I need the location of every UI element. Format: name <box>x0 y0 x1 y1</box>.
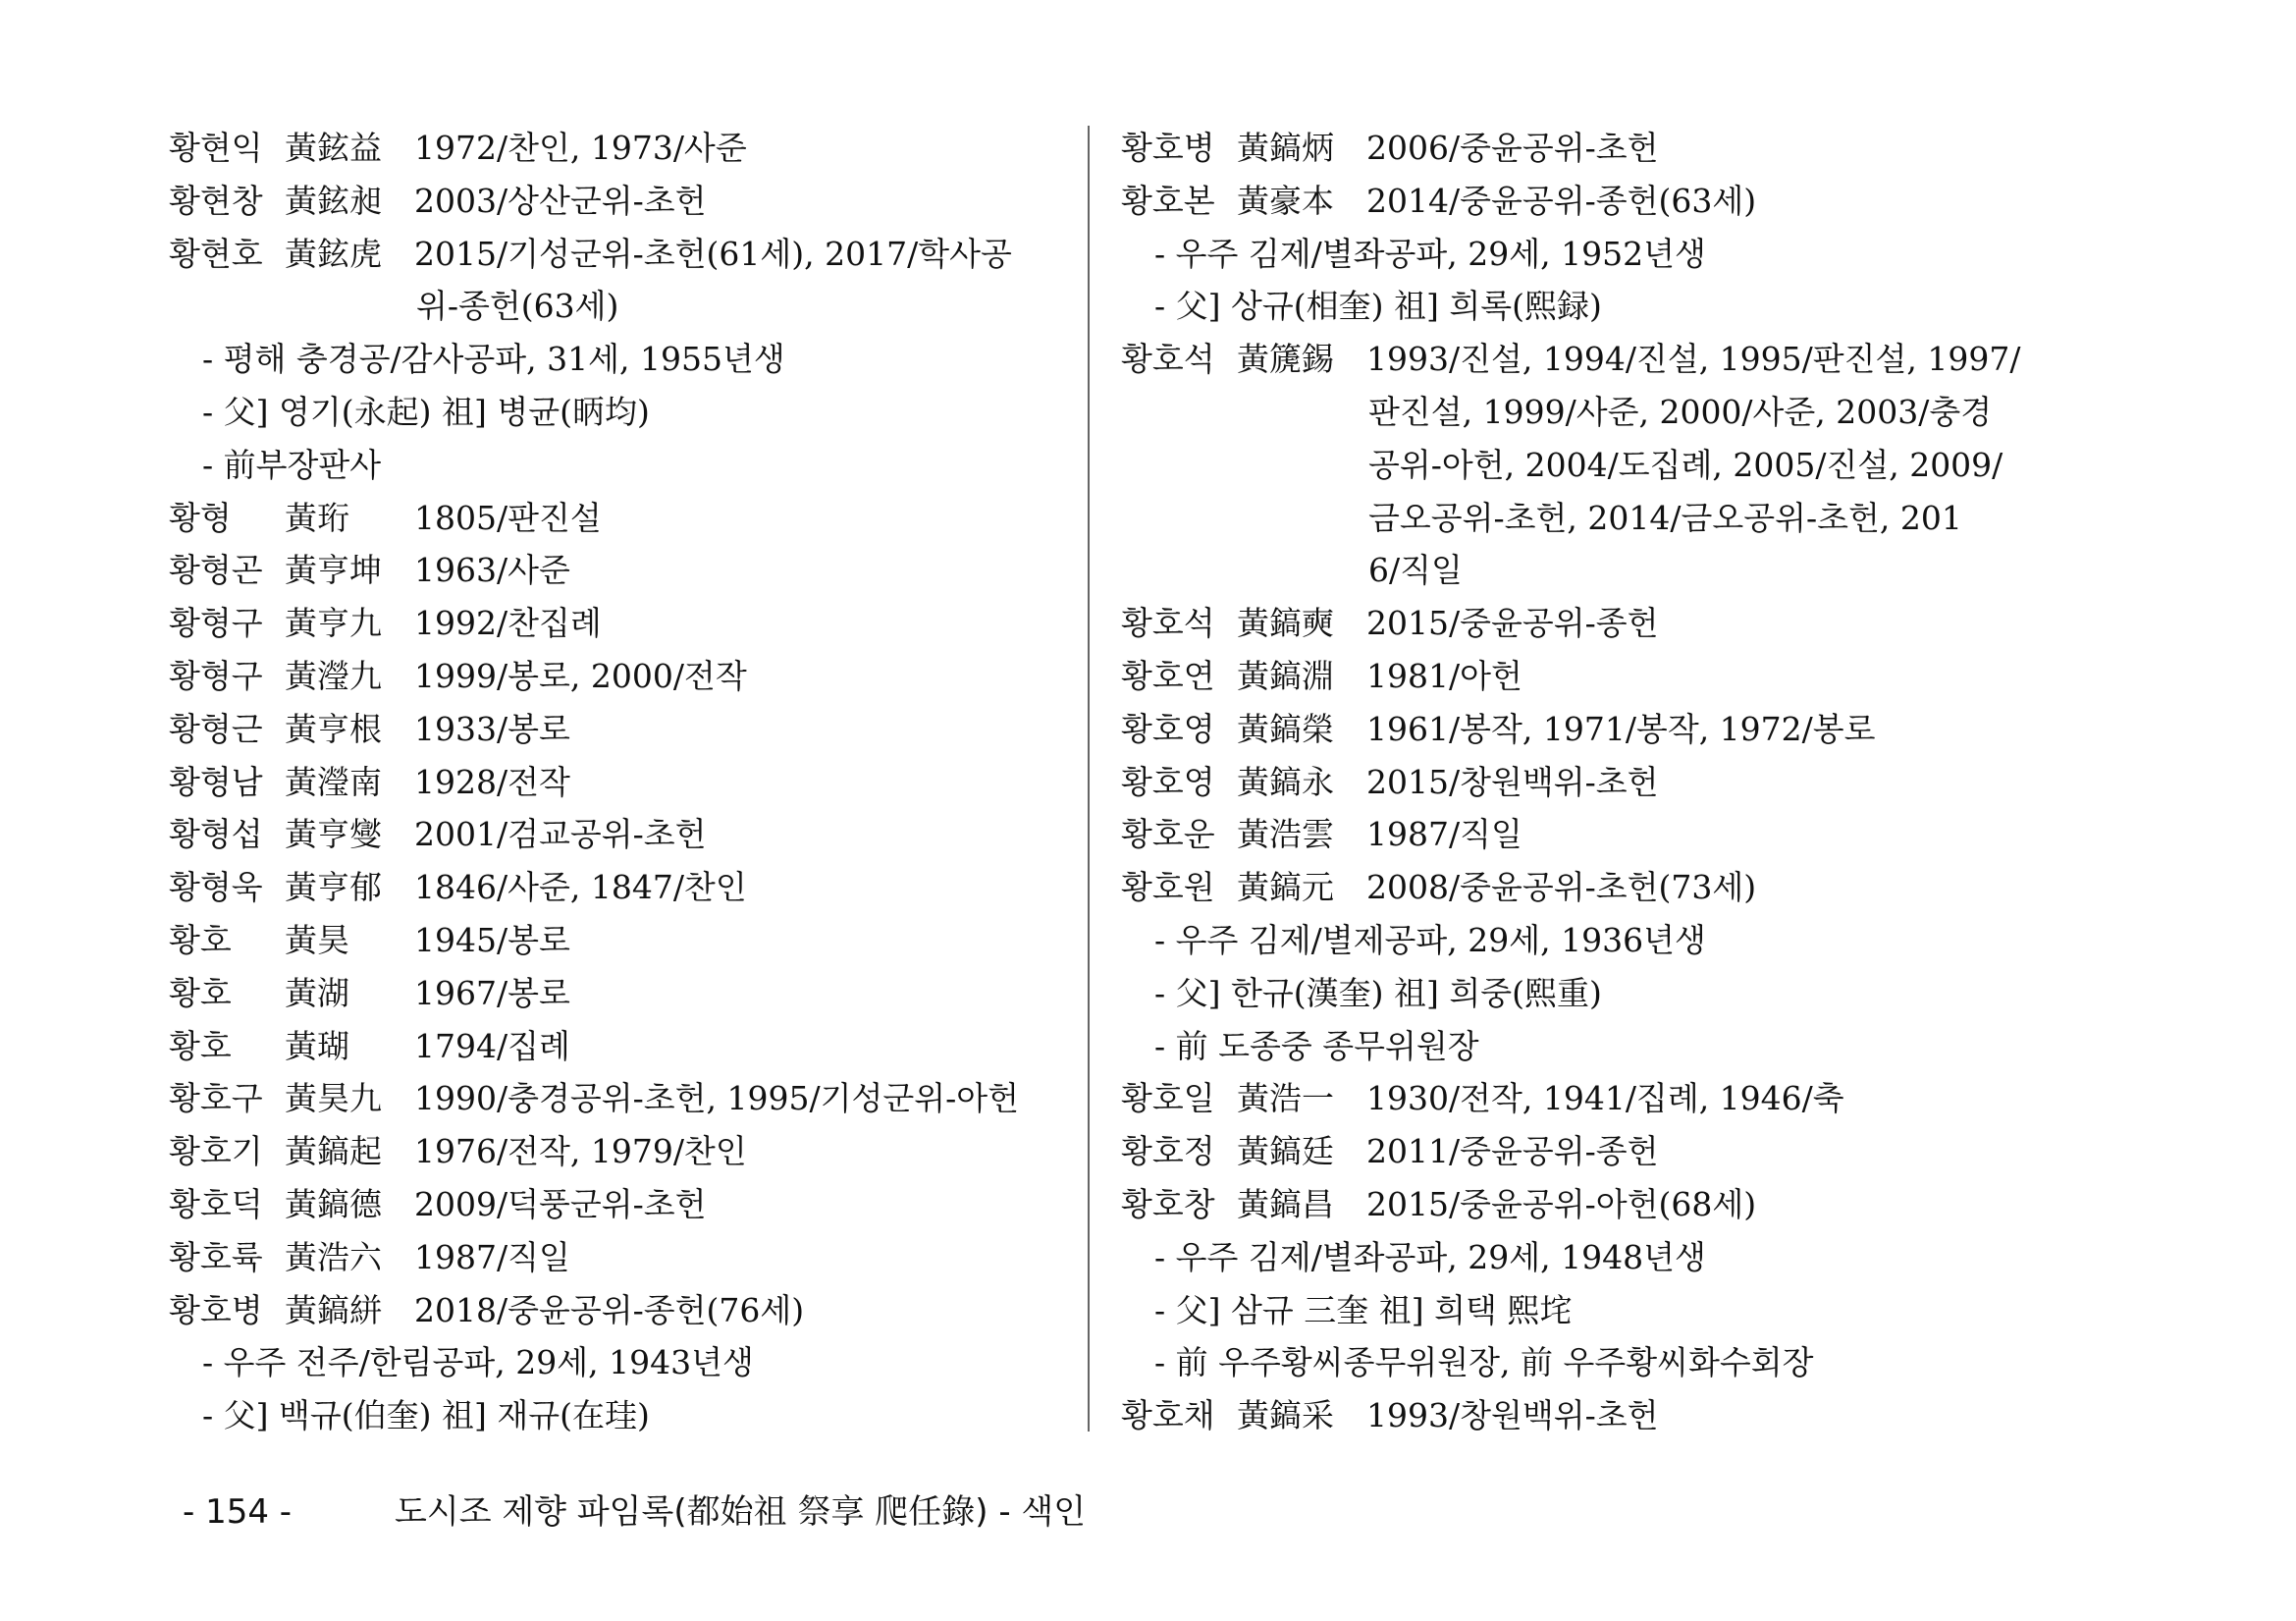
entry-detail: - 우주 전주/한림공파, 29세, 1943년생 <box>202 1343 754 1382</box>
entry-name: 황호 <box>169 920 232 959</box>
index-entry <box>1121 808 2063 861</box>
index-entry <box>1121 175 2063 228</box>
entry-name: 황호병 <box>1121 129 1215 167</box>
entry-detail: - 父] 백규(伯奎) 祖] 재규(在珪) <box>202 1396 650 1435</box>
entry-name: 황호병 <box>169 1290 263 1329</box>
entry-detail: - 평해 충경공/감사공파, 31세, 1955년생 <box>202 340 785 379</box>
entry-detail: - 父] 한규(漢奎) 祖] 희중(熙重) <box>1154 973 1602 1012</box>
entry-hanja: 黃鎬永 <box>1237 762 1334 801</box>
entry-hanja: 黃鎬起 <box>285 1132 382 1171</box>
entry-record: 1992/찬집례 <box>414 604 602 643</box>
entry-hanja: 黃瀅九 <box>285 656 382 695</box>
entry-hanja: 黃瑚 <box>285 1026 349 1065</box>
entry-continuation: 공위-아헌, 2004/도집례, 2005/진설, 2009/ <box>1368 445 2003 484</box>
entry-name: 황호영 <box>1121 709 1215 748</box>
page-footer <box>183 1485 1086 1533</box>
entry-record: 1963/사준 <box>414 551 570 590</box>
entry-continuation: 6/직일 <box>1368 551 1463 590</box>
entry-record: 1967/봉로 <box>414 973 570 1012</box>
index-entry <box>169 122 1072 175</box>
column-divider <box>1088 126 1090 1432</box>
entry-name: 황호기 <box>169 1132 263 1171</box>
left-column <box>169 122 1072 1442</box>
index-entry <box>169 597 1072 650</box>
entry-record: 1805/판진설 <box>414 498 602 537</box>
entry-record: 1993/진설, 1994/진설, 1995/판진설, 1997/ <box>1366 340 2021 379</box>
entry-record: 2011/중윤공위-종헌 <box>1366 1132 1659 1171</box>
entry-record: 2015/중윤공위-아헌(68세) <box>1366 1184 1757 1223</box>
entry-detail: - 우주 김제/별좌공파, 29세, 1948년생 <box>1154 1237 1706 1276</box>
entry-record: 1972/찬인, 1973/사준 <box>414 129 747 167</box>
entry-name: 황호석 <box>1121 340 1215 379</box>
entry-record: 2003/상산군위-초헌 <box>414 181 707 220</box>
entry-hanja: 黃鎬淵 <box>1237 656 1334 695</box>
index-entry <box>169 228 1072 281</box>
index-entry <box>169 650 1072 703</box>
entry-record: 1945/봉로 <box>414 920 570 959</box>
entry-hanja: 黃鎬采 <box>1237 1396 1334 1435</box>
entry-name: 황형섭 <box>169 815 263 854</box>
index-entry <box>169 1231 1072 1284</box>
entry-hanja: 黃瀅南 <box>285 762 382 801</box>
index-entry <box>169 1178 1072 1231</box>
index-entry <box>169 1284 1072 1337</box>
entry-name: 황형 <box>169 498 232 537</box>
entry-hanja: 黃浩雲 <box>1237 815 1334 854</box>
entry-record: 2014/중윤공위-종헌(63세) <box>1366 181 1757 220</box>
index-entry <box>1121 650 2063 703</box>
entry-name: 황형근 <box>169 709 263 748</box>
index-entry <box>1121 122 2063 175</box>
entry-record: 1993/창원백위-초헌 <box>1366 1396 1659 1435</box>
entry-record: 1987/직일 <box>414 1237 570 1276</box>
entry-hanja: 黃鎬絣 <box>285 1290 382 1329</box>
entry-name: 황현호 <box>169 234 263 273</box>
index-entry <box>1121 756 2063 809</box>
entry-name: 황호석 <box>1121 604 1215 643</box>
entry-record: 1933/봉로 <box>414 709 570 748</box>
entry-hanja: 黃鎬元 <box>1237 868 1334 907</box>
entry-name: 황호일 <box>1121 1079 1215 1118</box>
entry-continuation: 금오공위-초헌, 2014/금오공위-초헌, 201 <box>1368 498 1962 537</box>
index-entry <box>1121 861 2063 914</box>
entry-record: 2018/중윤공위-종헌(76세) <box>414 1290 805 1329</box>
entry-name: 황호원 <box>1121 868 1215 907</box>
entry-record: 1981/아헌 <box>1366 656 1522 695</box>
entry-name: 황호창 <box>1121 1184 1215 1223</box>
index-entry <box>1121 1389 2063 1442</box>
entry-record: 1961/봉작, 1971/봉작, 1972/봉로 <box>1366 709 1876 748</box>
entry-detail: - 우주 김제/별제공파, 29세, 1936년생 <box>1154 920 1706 959</box>
index-entry <box>1121 1125 2063 1178</box>
entry-name: 황호운 <box>1121 815 1215 854</box>
index-entry <box>1121 1072 2063 1125</box>
entry-name: 황현창 <box>169 181 263 220</box>
entry-hanja: 黃篪錫 <box>1237 340 1334 379</box>
entry-hanja: 黃豪本 <box>1237 181 1334 220</box>
entry-name: 황호 <box>169 1026 232 1065</box>
entry-detail: - 父] 삼규 三奎 祖] 희택 熙垞 <box>1154 1290 1573 1329</box>
index-entry <box>169 492 1072 545</box>
entry-continuation: 위-종헌(63세) <box>416 287 619 326</box>
entry-name: 황형구 <box>169 604 263 643</box>
index-entry <box>1121 703 2063 756</box>
entry-hanja: 黃鎬奭 <box>1237 604 1334 643</box>
right-column <box>1121 122 2063 1442</box>
entry-name: 황호정 <box>1121 1132 1215 1171</box>
entry-record: 1976/전작, 1979/찬인 <box>414 1132 747 1171</box>
index-entry <box>169 914 1072 967</box>
entry-name: 황형남 <box>169 762 263 801</box>
entry-hanja: 黃亨燮 <box>285 815 382 854</box>
entry-hanja: 黃鎬炳 <box>1237 129 1334 167</box>
entry-hanja: 黃亨郁 <box>285 868 382 907</box>
index-entry <box>1121 1178 2063 1231</box>
entry-name: 황호덕 <box>169 1184 263 1223</box>
entry-detail: - 前 우주황씨종무위원장, 前 우주황씨화수회장 <box>1154 1343 1814 1382</box>
entry-name: 황호영 <box>1121 762 1215 801</box>
index-entry <box>169 756 1072 809</box>
entry-name: 황현익 <box>169 129 263 167</box>
entry-record: 1928/전작 <box>414 762 570 801</box>
index-entry <box>169 1125 1072 1178</box>
entry-record: 2009/덕풍군위-초헌 <box>414 1184 707 1223</box>
entry-hanja: 黃鉉益 <box>285 129 382 167</box>
entry-detail: - 前부장판사 <box>202 445 382 484</box>
entry-detail: - 前 도종중 종무위원장 <box>1154 1026 1479 1065</box>
entry-record: 2015/기성군위-초헌(61세), 2017/학사공 <box>414 234 1012 273</box>
entry-hanja: 黃鉉昶 <box>285 181 382 220</box>
entry-record: 2001/검교공위-초헌 <box>414 815 707 854</box>
entry-hanja: 黃鎬廷 <box>1237 1132 1334 1171</box>
entry-record: 1987/직일 <box>1366 815 1522 854</box>
entry-record: 1930/전작, 1941/집례, 1946/축 <box>1366 1079 1844 1118</box>
entry-record: 1794/집례 <box>414 1026 570 1065</box>
page-number: - 154 - <box>183 1492 293 1532</box>
entry-record: 2008/중윤공위-초헌(73세) <box>1366 868 1757 907</box>
entry-record: 2015/중윤공위-종헌 <box>1366 604 1659 643</box>
entry-name: 황형욱 <box>169 868 263 907</box>
entry-name: 황형구 <box>169 656 263 695</box>
entry-hanja: 黃鎬昌 <box>1237 1184 1334 1223</box>
entry-hanja: 黃昊 <box>285 920 349 959</box>
entry-record: 2015/창원백위-초헌 <box>1366 762 1659 801</box>
entry-name: 황호구 <box>169 1079 263 1118</box>
footer-title: 도시조 제향 파임록(都始祖 祭享 爬任錄) - 색인 <box>395 1492 1087 1532</box>
index-entry <box>169 175 1072 228</box>
entry-hanja: 黃鎬榮 <box>1237 709 1334 748</box>
entry-hanja: 黃珩 <box>285 498 349 537</box>
index-entry <box>1121 597 2063 650</box>
entry-record: 2006/중윤공위-초헌 <box>1366 129 1659 167</box>
index-entry <box>169 703 1072 756</box>
entry-record: 1846/사준, 1847/찬인 <box>414 868 747 907</box>
entry-name: 황호륙 <box>169 1237 263 1276</box>
index-entry <box>169 1020 1072 1073</box>
index-entry <box>169 967 1072 1020</box>
entry-hanja: 黃湖 <box>285 973 349 1012</box>
entry-name: 황호연 <box>1121 656 1215 695</box>
entry-hanja: 黃鉉虎 <box>285 234 382 273</box>
entry-hanja: 黃鎬德 <box>285 1184 382 1223</box>
entry-hanja: 黃浩六 <box>285 1237 382 1276</box>
entry-hanja: 黃昊九 <box>285 1079 382 1118</box>
entry-record: 1990/충경공위-초헌, 1995/기성군위-아헌 <box>414 1079 1020 1118</box>
entry-hanja: 黃亨坤 <box>285 551 382 590</box>
entry-name: 황호본 <box>1121 181 1215 220</box>
entry-continuation: 판진설, 1999/사준, 2000/사준, 2003/충경 <box>1368 392 1993 431</box>
index-entry <box>1121 333 2063 386</box>
index-entry <box>169 1072 1072 1125</box>
index-entry <box>169 544 1072 597</box>
entry-hanja: 黃亨九 <box>285 604 382 643</box>
entry-detail: - 父] 영기(永起) 祖] 병균(昞均) <box>202 392 650 431</box>
entry-name: 황호채 <box>1121 1396 1215 1435</box>
entry-hanja: 黃浩一 <box>1237 1079 1334 1118</box>
entry-detail: - 우주 김제/별좌공파, 29세, 1952년생 <box>1154 234 1706 273</box>
entry-detail: - 父] 상규(相奎) 祖] 희록(熙録) <box>1154 287 1602 326</box>
entry-record: 1999/봉로, 2000/전작 <box>414 656 747 695</box>
index-entry <box>169 808 1072 861</box>
index-entry <box>169 861 1072 914</box>
entry-hanja: 黃亨根 <box>285 709 382 748</box>
entry-name: 황형곤 <box>169 551 263 590</box>
entry-name: 황호 <box>169 973 232 1012</box>
